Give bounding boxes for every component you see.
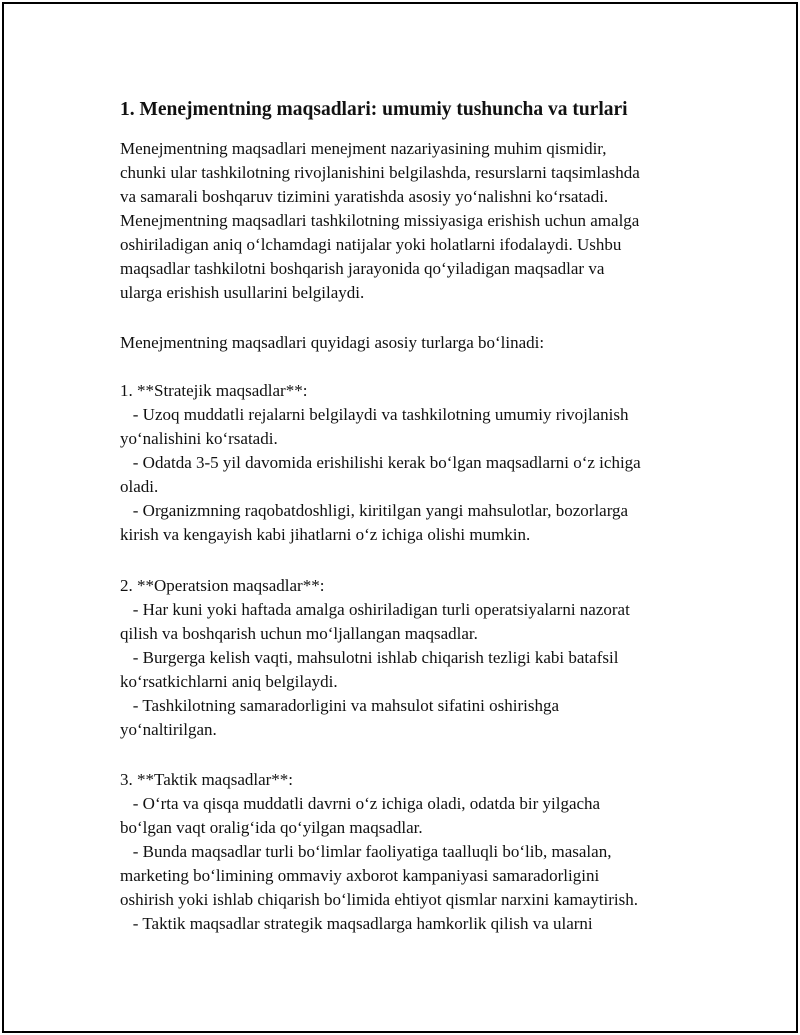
section-heading: 2. **Operatsion maqsadlar**:	[120, 576, 325, 595]
section-strategic	[120, 379, 680, 547]
text-line: oshiriladigan aniq o‘lchamdagi natijalar yoki holatlarni ifodalaydi. Ushbu	[120, 235, 622, 254]
text-line: yo‘nalishini ko‘rsatadi.	[120, 429, 278, 448]
text-line: bo‘lgan vaqt oralig‘ida qo‘yilgan maqsadlar.	[120, 818, 423, 837]
section-heading: 1. **Stratejik maqsadlar**:	[120, 381, 308, 400]
types-intro-paragraph	[120, 331, 680, 355]
text-line: yo‘naltirilgan.	[120, 720, 217, 739]
text-line: marketing bo‘limining ommaviy axborot kampaniyasi samaradorligini	[120, 866, 600, 885]
text-line: - Tashkilotning samaradorligini va mahsulot sifatini oshirishga	[120, 696, 560, 715]
text-line: qilish va boshqarish uchun mo‘ljallangan maqsadlar.	[120, 624, 478, 643]
text-line: Menejmentning maqsadlari menejment nazariyasining muhim qismidir,	[120, 139, 607, 158]
text-line: - Bunda maqsadlar turli bo‘limlar faoliyatiga taalluqli bo‘lib, masalan,	[120, 842, 612, 861]
text-line: - Odatda 3-5 yil davomida erishilishi kerak bo‘lgan maqsadlarni o‘z ichiga	[120, 453, 641, 472]
intro-paragraph	[120, 137, 680, 305]
text-line: chunki ular tashkilotning rivojlanishini belgilashda, resurslarni taqsimlashda	[120, 163, 640, 182]
page	[2, 2, 798, 1033]
section-heading: 3. **Taktik maqsadlar**:	[120, 770, 294, 789]
section-operational	[120, 574, 680, 742]
text-line: - Burgerga kelish vaqti, mahsulotni ishlab chiqarish tezligi kabi batafsil	[120, 648, 619, 667]
text-line: kirish va kengayish kabi jihatlarni o‘z ichiga olishi mumkin.	[120, 525, 531, 544]
text-line: - Har kuni yoki haftada amalga oshiriladigan turli operatsiyalarni nazorat	[120, 600, 630, 619]
text-line: oshirish yoki ishlab chiqarish bo‘limida ehtiyot qismlar narxini kamaytirish.	[120, 890, 638, 909]
text-line: ularga erishish usullarini belgilaydi.	[120, 283, 365, 302]
text-line: - Taktik maqsadlar strategik maqsadlarga hamkorlik qilish va ularni	[120, 914, 593, 933]
text-line: - Organizmning raqobatdoshligi, kiritilgan yangi mahsulotlar, bozorlarga	[120, 501, 629, 520]
text-line: - O‘rta va qisqa muddatli davrni o‘z ichiga oladi, odatda bir yilgacha	[120, 794, 601, 813]
text-line: Menejmentning maqsadlari tashkilotning missiyasiga erishish uchun amalga	[120, 211, 640, 230]
text-line: Menejmentning maqsadlari quyidagi asosiy turlarga bo‘linadi:	[120, 333, 545, 352]
section-tactical	[120, 768, 680, 936]
text-line: ko‘rsatkichlarni aniq belgilaydi.	[120, 672, 338, 691]
text-line: oladi.	[120, 477, 159, 496]
text-line: maqsadlar tashkilotni boshqarish jarayonida qo‘yiladigan maqsadlar va	[120, 259, 605, 278]
text-line: va samarali boshqaruv tizimini yaratishda asosiy yo‘nalishni ko‘rsatadi.	[120, 187, 609, 206]
document-title: 1. Menejmentning maqsadlari: umumiy tushuncha va turlari	[120, 99, 628, 120]
text-line: - Uzoq muddatli rejalarni belgilaydi va tashkilotning umumiy rivojlanish	[120, 405, 629, 424]
